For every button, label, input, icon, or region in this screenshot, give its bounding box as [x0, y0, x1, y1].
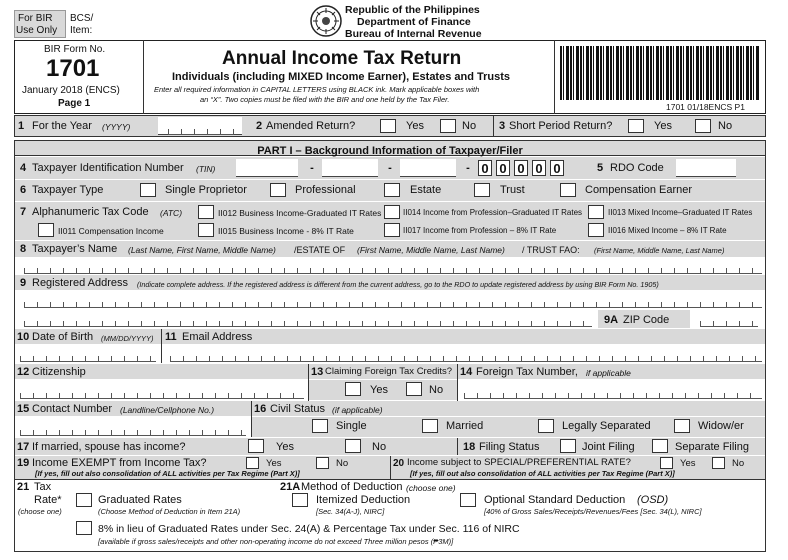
amended-yes-label: Yes [406, 120, 424, 132]
tin-dash-1: - [304, 161, 320, 175]
atc-ii015-checkbox[interactable] [198, 223, 214, 237]
tax-label: Tax [34, 481, 52, 493]
method-deduction-label: Method of Deduction [301, 481, 403, 493]
item9a-number: 9A [604, 314, 619, 326]
item-label: Item: [70, 25, 93, 36]
joint-filing-checkbox[interactable] [560, 439, 576, 453]
for-bir-label: For BIR [18, 13, 53, 24]
atc-ii016-label: II016 Mixed Income – 8% IT Rate [608, 226, 727, 235]
item19-number: 19 [17, 457, 30, 469]
contact-hint: (Landline/Cellphone No.) [120, 405, 215, 415]
atc-hint: (ATC) [160, 208, 183, 218]
page-label: Page 1 [58, 98, 91, 109]
legally-separated-label: Legally Separated [562, 420, 651, 432]
dept-label: Department of Finance [357, 16, 471, 28]
single-proprietor-checkbox[interactable] [140, 183, 156, 197]
item21a-number: 21A [280, 481, 301, 493]
item4-number: 4 [20, 162, 27, 174]
eight-percent-checkbox[interactable] [76, 521, 92, 535]
legally-separated-checkbox[interactable] [538, 419, 554, 433]
registered-address-label: Registered Address [32, 277, 128, 289]
special-note: [If yes, fill out also consolidation of ALL activities per Tax Regime (Part X)] [410, 469, 675, 478]
short-no-label: No [718, 120, 733, 132]
trust-label: Trust [500, 184, 525, 196]
atc-ii014-label: II014 Income from Profession–Graduated IT Rates [403, 208, 583, 217]
credits-yes-label: Yes [370, 384, 388, 396]
compensation-earner-label: Compensation Earner [585, 184, 693, 196]
graduated-rates-label: Graduated Rates [98, 494, 182, 506]
item3-number: 3 [499, 120, 506, 132]
item18-number: 18 [463, 441, 476, 453]
compensation-earner-checkbox[interactable] [560, 183, 576, 197]
trust-fao-label: / TRUST FAO: [522, 245, 580, 255]
bureau-label: Bureau of Internal Revenue [345, 28, 482, 40]
atc-ii013-checkbox[interactable] [588, 205, 604, 219]
spouse-income-label: If married, spouse has income? [32, 441, 186, 453]
dob-hint: (MM/DD/YYYY) [101, 334, 154, 343]
civil-hint: (if applicable) [332, 405, 383, 415]
joint-filing-label: Joint Filing [582, 441, 635, 453]
itemized-hint: [Sec. 34(A-J), NIRC] [316, 507, 385, 516]
atc-ii011-checkbox[interactable] [38, 223, 54, 237]
item6-number: 6 [20, 184, 27, 196]
tin-label: Taxpayer Identification Number [32, 162, 184, 174]
item1-number: 1 [18, 120, 25, 132]
spouse-yes-checkbox[interactable] [248, 439, 264, 453]
item20-number: 20 [393, 458, 405, 469]
atc-ii015-label: II015 Business Income - 8% IT Rate [218, 226, 354, 236]
osd-label: Optional Standard Deduction [484, 494, 626, 506]
estate-checkbox[interactable] [384, 183, 400, 197]
osd-abbr: (OSD) [637, 494, 669, 506]
taxpayer-type-label: Taxpayer Type [32, 184, 104, 196]
exempt-no-label: No [336, 458, 349, 469]
item13-number: 13 [311, 366, 324, 378]
eight-percent-label: 8% in lieu of Graduated Rates under Sec. 24(A) & Percentage Tax under Sec. 116 of NIRC [98, 523, 520, 535]
osd-checkbox[interactable] [460, 493, 476, 507]
bcs-label: BCS/ [70, 13, 94, 24]
separate-filing-checkbox[interactable] [652, 439, 668, 453]
credits-no-label: No [429, 384, 444, 396]
married-label: Married [446, 420, 484, 432]
graduated-hint: (Choose Method of Deduction in Item 21A) [98, 507, 241, 516]
single-proprietor-label: Single Proprietor [165, 184, 247, 196]
itemized-checkbox[interactable] [292, 493, 308, 507]
tin-dash-3: - [460, 161, 476, 175]
short-yes-checkbox[interactable] [628, 119, 644, 133]
item11-number: 11 [165, 331, 177, 343]
item21-number: 21 [17, 481, 30, 493]
branch-digit-1[interactable]: 0 [478, 160, 492, 176]
osd-hint: [40% of Gross Sales/Receipts/Revenues/Fees [Sec. 34(L), NIRC] [484, 507, 702, 516]
special-yes-checkbox[interactable] [660, 457, 673, 469]
amended-no-label: No [462, 120, 477, 132]
spouse-no-checkbox[interactable] [345, 439, 361, 453]
item9-number: 9 [20, 277, 27, 289]
email-label: Email Address [182, 331, 253, 343]
barcode [560, 46, 760, 100]
form-number: 1701 [46, 55, 100, 82]
rdo-input[interactable] [676, 159, 736, 177]
item17-number: 17 [17, 441, 30, 453]
widower-checkbox[interactable] [674, 419, 690, 433]
amended-yes-checkbox[interactable] [380, 119, 396, 133]
atc-label: Alphanumeric Tax Code [32, 206, 149, 218]
item5-number: 5 [597, 162, 604, 174]
widower-label: Widow/er [698, 420, 744, 432]
tin-hint: (TIN) [196, 164, 216, 174]
item12-number: 12 [17, 366, 30, 378]
item10-number: 10 [17, 331, 30, 343]
citizenship-label: Citizenship [32, 366, 86, 378]
contact-number-label: Contact Number [32, 403, 113, 415]
atc-ii013-label: II013 Mixed Income–Graduated IT Rates [608, 208, 753, 217]
instructions-line2: an “X”. Two copies must be filed with the BIR and one held by the Tax Filer. [200, 95, 450, 104]
form-title: Annual Income Tax Return [222, 48, 462, 69]
atc-ii011-label: II011 Compensation Income [58, 226, 164, 236]
separate-filing-label: Separate Filing [675, 441, 749, 453]
form-no-label: BIR Form No. [44, 44, 106, 55]
rate-label: Rate* [34, 494, 62, 506]
part1-title: PART I – Background Information of Taxpayer/Filer [257, 145, 523, 157]
tin-dash-2: - [382, 161, 398, 175]
trust-checkbox[interactable] [474, 183, 490, 197]
civil-status-label: Civil Status [270, 403, 326, 415]
itemized-label: Itemized Deduction [316, 494, 411, 506]
taxpayer-name-label: Taxpayer’s Name [32, 243, 118, 255]
atc-ii012-label: II012 Business Income-Graduated IT Rates [218, 208, 382, 218]
short-no-checkbox[interactable] [695, 119, 711, 133]
spouse-yes-label: Yes [276, 441, 294, 453]
atc-ii017-checkbox[interactable] [384, 223, 400, 237]
branch-digit-3[interactable]: 0 [514, 160, 528, 176]
instructions-line1: Enter all required information in CAPITAL LETTERS using BLACK ink. Mark applicable boxes with [154, 85, 480, 94]
exempt-yes-label: Yes [266, 458, 282, 469]
rdo-label: RDO Code [610, 162, 664, 174]
foreign-credits-label: Claiming Foreign Tax Credits? [325, 366, 453, 377]
exempt-no-checkbox[interactable] [316, 457, 329, 469]
bir-seal-logo [310, 5, 342, 37]
item16-number: 16 [254, 403, 267, 415]
professional-checkbox[interactable] [270, 183, 286, 197]
short-yes-label: Yes [654, 120, 672, 132]
dob-label: Date of Birth [32, 331, 94, 343]
atc-ii016-checkbox[interactable] [588, 223, 604, 237]
married-checkbox[interactable] [422, 419, 438, 433]
credits-no-checkbox[interactable] [406, 382, 422, 396]
address-hint: (Indicate complete address. If the registered address is different from the current address, go to the RDO to update registered address by using BIR Form No. 1905) [137, 280, 659, 289]
use-only-label: Use Only [16, 25, 58, 36]
item2-number: 2 [256, 120, 263, 132]
branch-digit-2[interactable]: 0 [496, 160, 510, 176]
branch-digit-5[interactable]: 0 [550, 160, 564, 176]
form-subtitle: Individuals (including MIXED Income Earner), Estates and Trusts [172, 71, 511, 83]
trust-hint: (First Name, Middle Name, Last Name) [594, 246, 725, 255]
tin-input-2[interactable] [322, 159, 378, 177]
special-yes-label: Yes [680, 458, 696, 469]
graduated-rates-checkbox[interactable] [76, 493, 92, 507]
part1-banner [14, 140, 766, 156]
professional-label: Professional [295, 184, 356, 196]
form-date: January 2018 (ENCS) [22, 85, 120, 96]
branch-digit-4[interactable]: 0 [532, 160, 546, 176]
republic-label: Republic of the Philippines [345, 4, 480, 16]
amended-label: Amended Return? [266, 120, 356, 132]
zip-code-label: ZIP Code [623, 314, 670, 326]
foreign-tax-number-label: Foreign Tax Number, [476, 366, 578, 378]
filing-status-label: Filing Status [479, 441, 540, 453]
estate-label: Estate [410, 184, 442, 196]
amended-no-checkbox[interactable] [440, 119, 456, 133]
special-rate-label: Income subject to SPECIAL/PREFERENTIAL RATE? [407, 457, 631, 468]
tin-input-1[interactable] [236, 159, 298, 177]
choose-one-label: (choose one) [18, 507, 62, 516]
item14-number: 14 [460, 366, 473, 378]
special-no-checkbox[interactable] [712, 457, 725, 469]
year-hint: (YYYY) [102, 122, 131, 132]
special-no-label: No [732, 458, 745, 469]
exempt-yes-checkbox[interactable] [246, 457, 259, 469]
single-label: Single [336, 420, 367, 432]
atc-ii012-checkbox[interactable] [198, 205, 214, 219]
item15-number: 15 [17, 403, 30, 415]
for-the-year-label: For the Year [32, 120, 92, 132]
barcode-caption: 1701 01/18ENCS P1 [666, 102, 745, 112]
estate-of-label: /ESTATE OF [294, 245, 346, 255]
name-hint: (Last Name, First Name, Middle Name) [128, 245, 276, 255]
short-period-label: Short Period Return? [509, 120, 613, 132]
method-hint: (choose one) [406, 483, 456, 493]
income-exempt-label: Income EXEMPT from Income Tax? [32, 457, 207, 469]
atc-ii014-checkbox[interactable] [384, 205, 400, 219]
estate-hint: (First Name, Middle Name, Last Name) [357, 245, 505, 255]
exempt-note: [If yes, fill out also consolidation of ALL activities per Tax Regime (Part X)] [35, 469, 300, 478]
item7-number: 7 [20, 206, 27, 218]
eight-percent-hint: [available if gross sales/receipts and other non-operating income do not exceed Three million pesos (₱3M)] [98, 537, 454, 546]
credits-yes-checkbox[interactable] [345, 382, 361, 396]
atc-ii017-label: II017 Income from Profession – 8% IT Rate [403, 226, 557, 235]
item8-number: 8 [20, 243, 27, 255]
tin-input-3[interactable] [400, 159, 456, 177]
spouse-no-label: No [372, 441, 387, 453]
single-checkbox[interactable] [312, 419, 328, 433]
ftn-hint: if applicable [586, 368, 631, 378]
